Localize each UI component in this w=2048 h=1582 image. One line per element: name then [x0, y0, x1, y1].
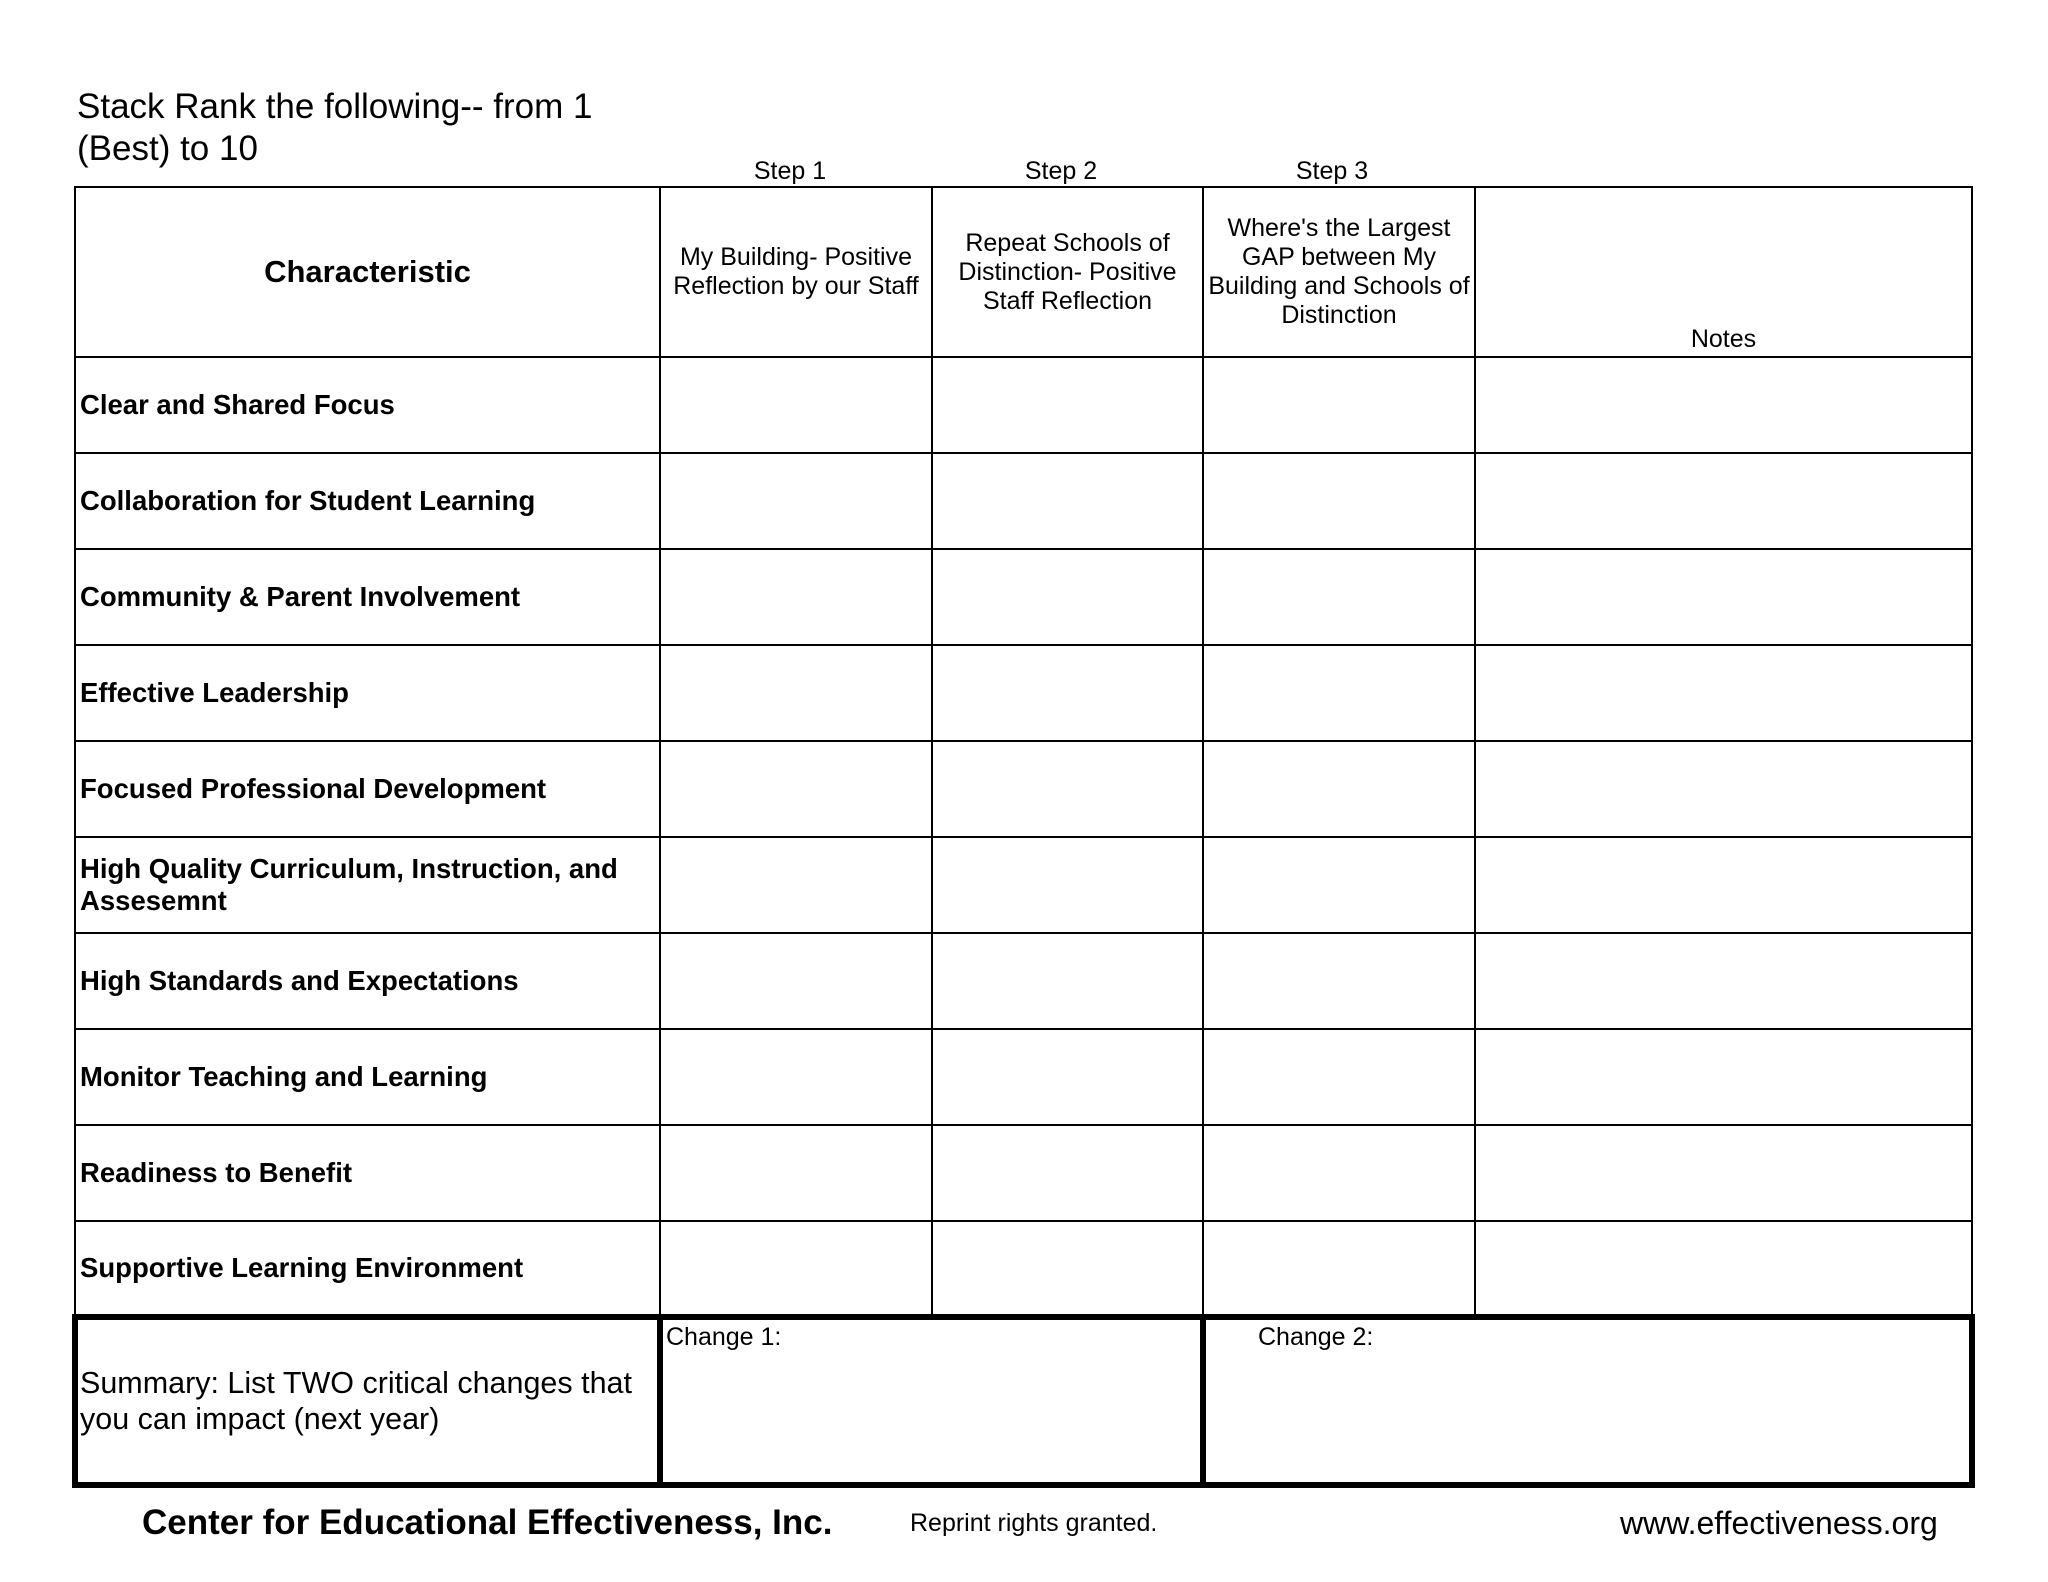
step-1-header: My Building- Positive Reflection by our Staff: [660, 187, 932, 357]
table-row: [75, 549, 1972, 645]
step-2-rank-cell[interactable]: [932, 933, 1203, 1029]
step-3-rank-cell[interactable]: [1203, 549, 1475, 645]
step-2-rank-cell[interactable]: [932, 1029, 1203, 1125]
table-row: [75, 933, 1972, 1029]
table-header-row: [75, 187, 1972, 357]
step-1-rank-cell[interactable]: [660, 453, 932, 549]
footer-url: www.effectiveness.org: [1620, 1505, 1938, 1541]
table-row: [75, 1221, 1972, 1317]
step-3-rank-cell[interactable]: [1203, 741, 1475, 837]
table-row: [75, 357, 1972, 453]
stack-rank-table: [72, 186, 1975, 1488]
characteristic-cell: High Standards and Expectations: [75, 933, 660, 1029]
step-3-rank-cell[interactable]: [1203, 1125, 1475, 1221]
change-2-field[interactable]: [1203, 1317, 1972, 1485]
step-3-rank-cell[interactable]: [1203, 1221, 1475, 1317]
step-3-rank-cell[interactable]: [1203, 1029, 1475, 1125]
step-3-rank-cell[interactable]: [1203, 453, 1475, 549]
step-3-label: Step 3: [1295, 157, 1369, 185]
step-3-rank-cell[interactable]: [1203, 837, 1475, 933]
step-1-rank-cell[interactable]: [660, 933, 932, 1029]
table-row: [75, 1125, 1972, 1221]
step-2-rank-cell[interactable]: [932, 741, 1203, 837]
characteristic-cell: Effective Leadership: [75, 645, 660, 741]
notes-cell[interactable]: [1475, 453, 1972, 549]
step-2-header: Repeat Schools of Distinction- Positive Staff Reflection: [932, 187, 1203, 357]
change-1-field[interactable]: [660, 1317, 1203, 1485]
change-2-label: Change 2:: [1258, 1323, 1374, 1351]
step-1-rank-cell[interactable]: [660, 1125, 932, 1221]
step-2-rank-cell[interactable]: [932, 1221, 1203, 1317]
step-2-rank-cell[interactable]: [932, 837, 1203, 933]
notes-cell[interactable]: [1475, 645, 1972, 741]
characteristic-cell: Focused Professional Development: [75, 741, 660, 837]
footer-organization: Center for Educational Effectiveness, Inc.: [142, 1503, 833, 1542]
characteristic-cell: Monitor Teaching and Learning: [75, 1029, 660, 1125]
summary-label: Summary: List TWO critical changes that you can impact (next year): [75, 1317, 660, 1485]
characteristic-cell: Clear and Shared Focus: [75, 357, 660, 453]
notes-cell[interactable]: [1475, 837, 1972, 933]
footer-rights: Reprint rights granted.: [910, 1509, 1158, 1537]
step-1-label: Step 1: [753, 157, 827, 185]
notes-cell[interactable]: [1475, 933, 1972, 1029]
step-1-rank-cell[interactable]: [660, 1029, 932, 1125]
notes-cell[interactable]: [1475, 1029, 1972, 1125]
notes-cell[interactable]: [1475, 357, 1972, 453]
notes-cell[interactable]: [1475, 741, 1972, 837]
notes-cell[interactable]: [1475, 549, 1972, 645]
table-row: [75, 453, 1972, 549]
step-1-rank-cell[interactable]: [660, 549, 932, 645]
step-1-rank-cell[interactable]: [660, 741, 932, 837]
step-3-header: Where's the Largest GAP between My Building and Schools of Distinction: [1203, 187, 1475, 357]
characteristic-cell: Readiness to Benefit: [75, 1125, 660, 1221]
step-1-rank-cell[interactable]: [660, 357, 932, 453]
step-1-rank-cell[interactable]: [660, 1221, 932, 1317]
table-row: [75, 837, 1972, 933]
change-1-label: Change 1:: [666, 1323, 782, 1351]
step-2-rank-cell[interactable]: [932, 1125, 1203, 1221]
characteristic-cell: High Quality Curriculum, Instruction, and Assesemnt: [75, 837, 660, 933]
notes-cell[interactable]: [1475, 1221, 1972, 1317]
summary-row: [75, 1317, 1972, 1485]
step-1-rank-cell[interactable]: [660, 645, 932, 741]
characteristic-cell: Community & Parent Involvement: [75, 549, 660, 645]
step-2-label: Step 2: [1024, 157, 1098, 185]
step-1-rank-cell[interactable]: [660, 837, 932, 933]
step-2-rank-cell[interactable]: [932, 549, 1203, 645]
step-2-rank-cell[interactable]: [932, 357, 1203, 453]
step-2-rank-cell[interactable]: [932, 645, 1203, 741]
characteristic-cell: Supportive Learning Environment: [75, 1221, 660, 1317]
notes-cell[interactable]: [1475, 1125, 1972, 1221]
table-row: [75, 1029, 1972, 1125]
notes-header: Notes: [1475, 187, 1972, 357]
step-3-rank-cell[interactable]: [1203, 645, 1475, 741]
step-3-rank-cell[interactable]: [1203, 933, 1475, 1029]
characteristic-cell: Collaboration for Student Learning: [75, 453, 660, 549]
step-2-rank-cell[interactable]: [932, 453, 1203, 549]
characteristic-header: Characteristic: [75, 187, 660, 357]
table-row: [75, 645, 1972, 741]
step-3-rank-cell[interactable]: [1203, 357, 1475, 453]
page-title: Stack Rank the following-- from 1 (Best) to 10: [77, 87, 593, 168]
table-row: [75, 741, 1972, 837]
